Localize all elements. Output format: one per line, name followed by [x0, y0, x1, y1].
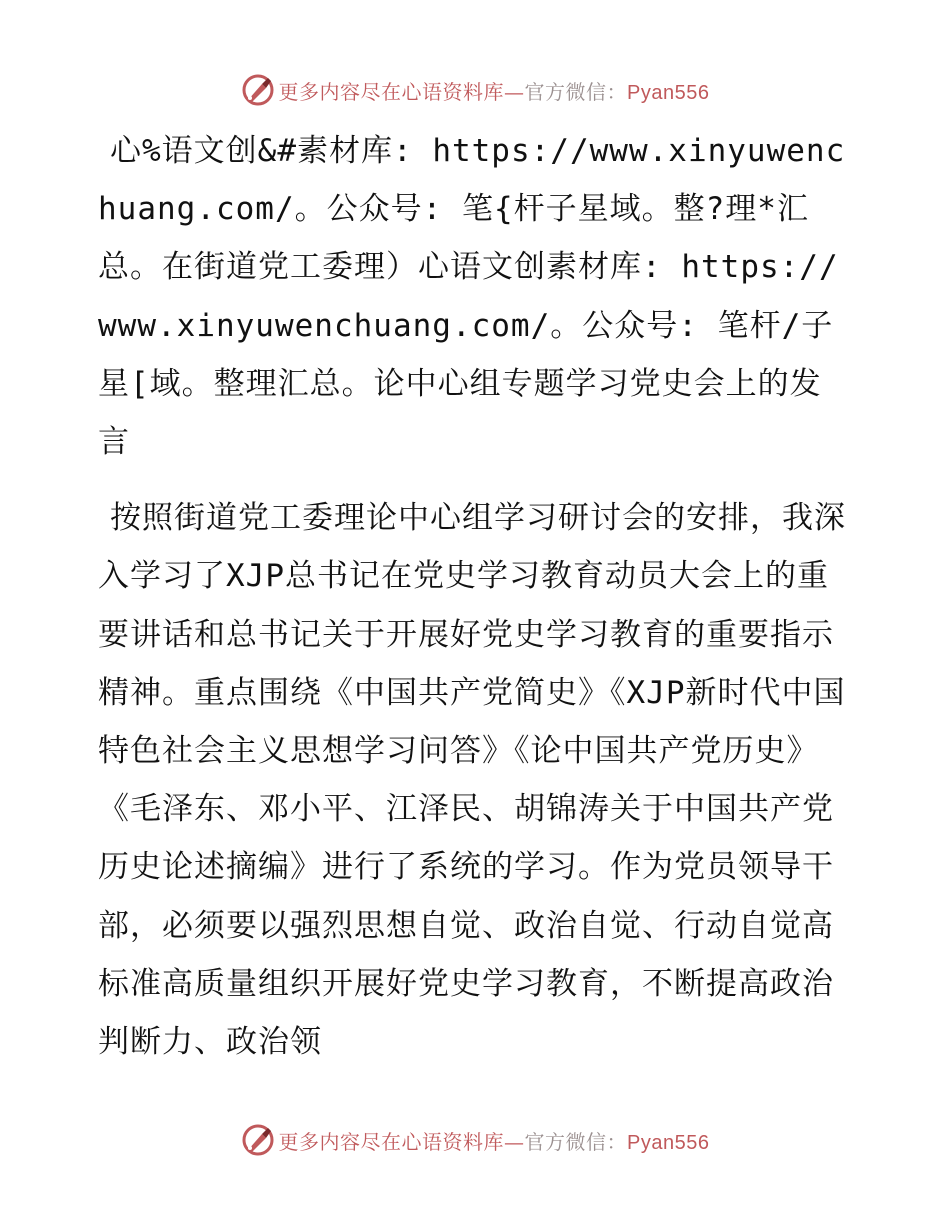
paragraph-title: 心%语文创&#素材库: https://www.xinyuwenchuang.com/。公众号: 笔{杆子星域。整?理*汇总。在街道党工委理）心语文创素材库: https://www.xinyuwenchuang.com/。公众号: 笔杆/子星[域。整理汇总。论中心组专题学习党史会上的发言	[98, 133, 846, 461]
paragraph-body: 按照街道党工委理论中心组学习研讨会的安排，我深入学习了XJP总书记在党史学习教育动员大会上的重要讲话和总书记关于开展好党史学习教育的重要指示精神。重点围绕《中国共产党简史》《XJP新时代中国特色社会主义思想学习问答》《论中国共产党历史》《毛泽东、邓小平、江泽民、胡锦涛关于中国共产党历史论述摘编》进行了系统的学习。作为党员领导干部，必须要以强烈思想自觉、政治自觉、行动自觉高标准高质量组织开展好党史学习教育，不断提高政治判断力、政治领	[98, 500, 846, 1061]
banner-text: 更多内容尽在心语资料库—官方微信：Pyan556	[278, 79, 710, 104]
banner-text: 更多内容尽在心语资料库—官方微信：Pyan556	[278, 1129, 710, 1154]
header-watermark-banner	[0, 68, 950, 112]
pen-logo-icon	[241, 73, 275, 107]
footer-watermark-banner	[0, 1118, 950, 1162]
document-body	[98, 122, 853, 1071]
pen-logo-icon	[241, 1123, 275, 1157]
